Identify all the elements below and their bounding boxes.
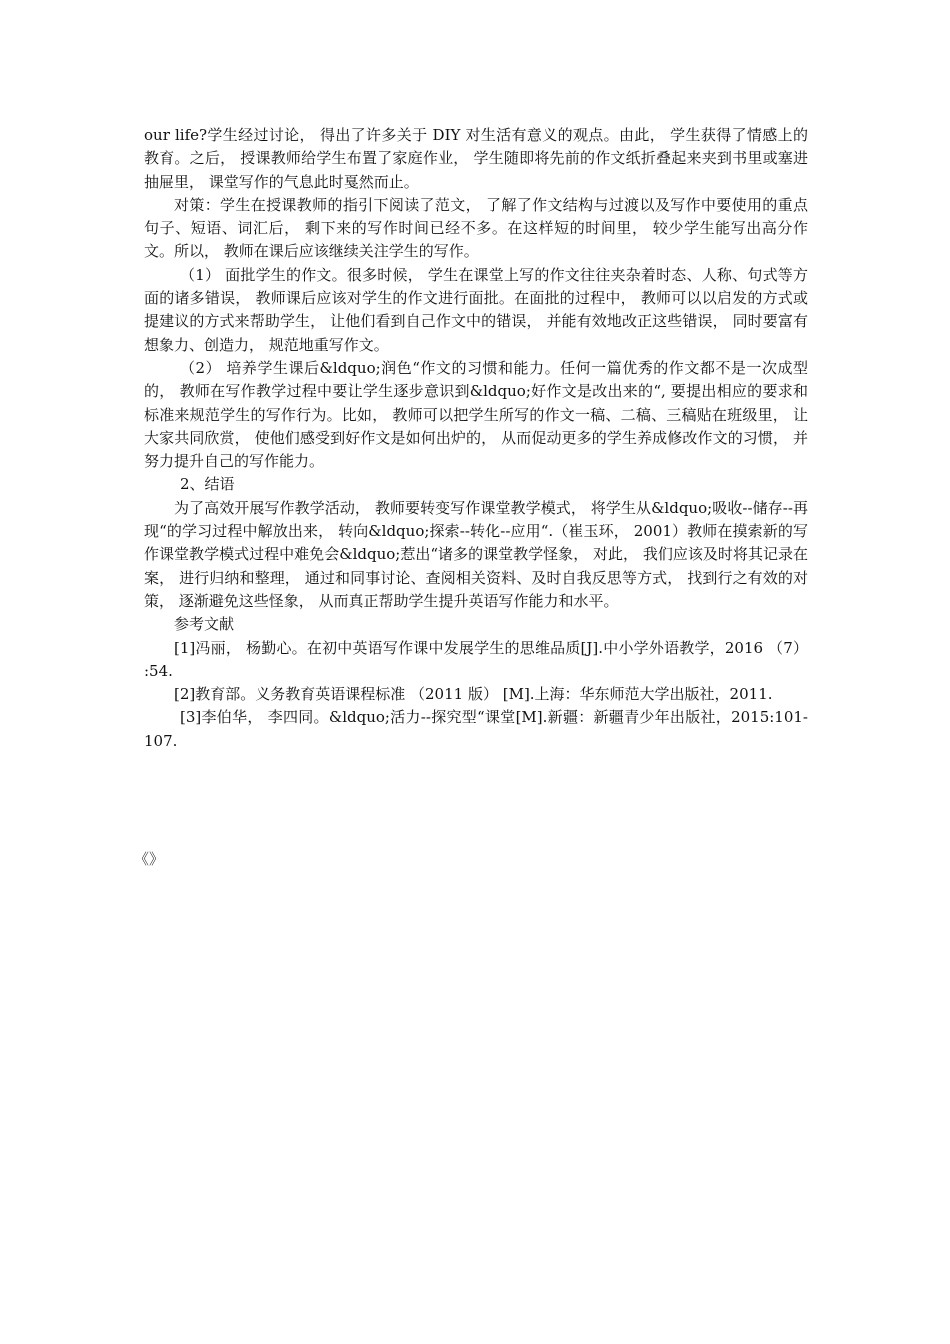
references-heading: 参考文献: [174, 615, 235, 634]
reference-item-1: [1]冯丽， 杨勤心。在初中英语写作课中发展学生的思维品质[J].中小学外语教学，2016 （7） :54.: [144, 638, 808, 680]
section-heading-conclusion: 2、结语: [180, 475, 235, 494]
paragraph-point-2: （2） 培养学生课后&ldquo;润色“作文的习惯和能力。任何一篇优秀的作文都不是一次成型的， 教师在写作教学过程中要让学生逐步意识到&ldquo;好作文是改出来的“, 要提出相应的要求和标准来规范学生的写作行为。比如， 教师可以把学生所写的作文一稿、二稿、三稿贴在班级里， 让大家共同欣赏， 使他们感受到好作文是如何出炉的， 从而促动更多的学生养成修改作文的习惯， 并努力提升自己的写作能力。: [144, 358, 808, 471]
paragraph-conclusion: 为了高效开展写作教学活动， 教师要转变写作课堂教学模式， 将学生从&ldquo;吸收--储存--再现“的学习过程中解放出来， 转向&ldquo;探索--转化--应用“.（崔玉环， 2001）教师在摸索新的写作课堂教学模式过程中难免会&ldquo;惹出“诸多的课堂教学怪象， 对此， 我们应该及时将其记录在案， 进行归纳和整理， 通过和同事讨论、查阅相关资料、及时自我反思等方式， 找到行之有效的对策， 逐渐避免这些怪象， 从而真正帮助学生提升英语写作能力和水平。: [144, 498, 808, 610]
reference-item-2: [2]教育部。义务教育英语课程标准 （2011 版） [M].上海：华东师范大学出版社，2011.: [174, 685, 773, 704]
paragraph-point-1: （1） 面批学生的作文。很多时候， 学生在课堂上写的作文往往夹杂着时态、人称、句式等方面的诸多错误， 教师课后应该对学生的作文进行面批。在面批的过程中， 教师可以以启发的方式或提建议的方式来帮助学生， 让他们看到自己作文中的错误， 并能有效地改正这些错误， 同时要富有想象力、创造力， 规范地重写作文。: [144, 265, 808, 354]
paragraph-intro-continuation: our life?学生经过讨论， 得出了许多关于 DIY 对生活有意义的观点。由此， 学生获得了情感上的教育。之后， 授课教师给学生布置了家庭作业， 学生随即将先前的作文纸折叠起来夹到书里或塞进抽屉里， 课堂写作的气息此时戛然而止。: [144, 126, 808, 191]
document-body: [144, 124, 808, 753]
end-mark: 《》: [134, 850, 165, 868]
paragraph-countermeasure: 对策：学生在授课教师的指引下阅读了范文， 了解了作文结构与过渡以及写作中要使用的重点句子、短语、词汇后， 剩下来的写作时间已经不多。在这样短的时间里， 较少学生能写出高分作文。所以， 教师在课后应该继续关注学生的写作。: [144, 195, 808, 261]
reference-item-3: [3]李伯华， 李四同。&ldquo;活力--探究型“课堂[M].新疆：新疆青少年出版社，2015:101-107.: [144, 708, 808, 750]
